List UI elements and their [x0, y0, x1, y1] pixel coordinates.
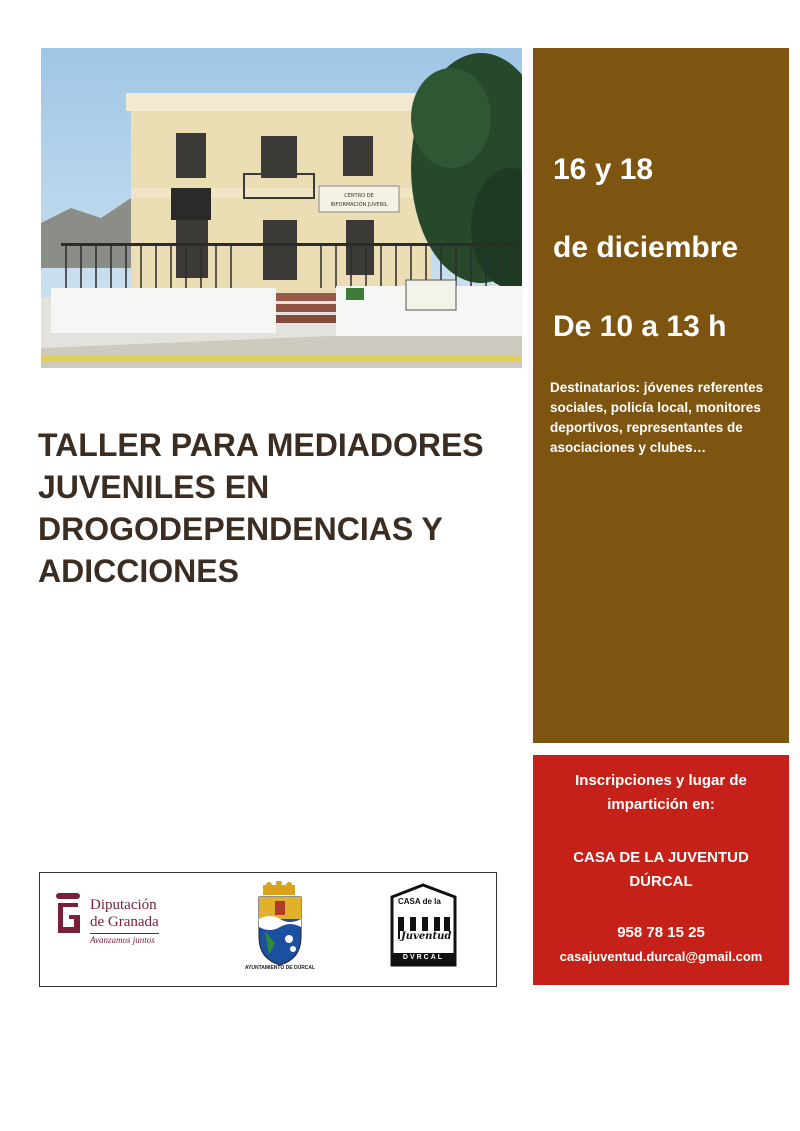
registration-heading: Inscripciones y lugar de [575, 772, 747, 789]
svg-text:CENTRO DE: CENTRO DE [344, 193, 374, 199]
diputacion-tagline: Avanzamos juntos [90, 933, 159, 945]
casa-logo-bottom-text: DVRCAL [402, 954, 445, 961]
diputacion-name: de Granada [90, 914, 159, 930]
casa-juventud-logo [386, 883, 461, 968]
diputacion-name: Diputación [90, 897, 157, 913]
event-title [38, 424, 508, 592]
event-date-days: 16 y 18 [553, 153, 654, 186]
coat-of-arms-icon [245, 881, 315, 969]
title-line: JUVENILES EN [38, 469, 270, 505]
venue-town: DÚRCAL [629, 873, 693, 890]
ayuntamiento-caption: AYUNTAMIENTO DE DÚRCAL [244, 965, 316, 971]
ayuntamiento-logo [245, 881, 315, 981]
diputacion-emblem-icon [54, 893, 84, 937]
registration-heading: impartición en: [607, 796, 715, 813]
audience-text: Destinatarios: jóvenes referentes sociales, policía local, monitores deportivos, representantes de asociaciones y clubes… [550, 380, 764, 455]
registration-panel [533, 755, 789, 985]
event-date-month: de diciembre [553, 231, 739, 264]
title-line: DROGODEPENDENCIAS Y [38, 511, 443, 547]
phone-number: 958 78 15 25 [617, 924, 705, 941]
casa-logo-top-text: CASA de la [398, 897, 441, 906]
svg-text:INFORMACIÓN JUVENIL: INFORMACIÓN JUVENIL [330, 202, 388, 208]
title-line: ADICCIONES [38, 553, 239, 589]
diputacion-logo [54, 891, 194, 961]
event-time: De 10 a 13 h [553, 310, 727, 343]
building-photo [41, 48, 522, 368]
casa-logo-mid-text: Juventud [401, 931, 452, 942]
title-line: TALLER PARA MEDIADORES [38, 427, 484, 463]
sponsor-logos [39, 872, 497, 987]
venue-name: CASA DE LA JUVENTUD [573, 849, 749, 866]
email-address: casajuventud.durcal@gmail.com [559, 949, 763, 964]
date-panel [533, 48, 789, 743]
